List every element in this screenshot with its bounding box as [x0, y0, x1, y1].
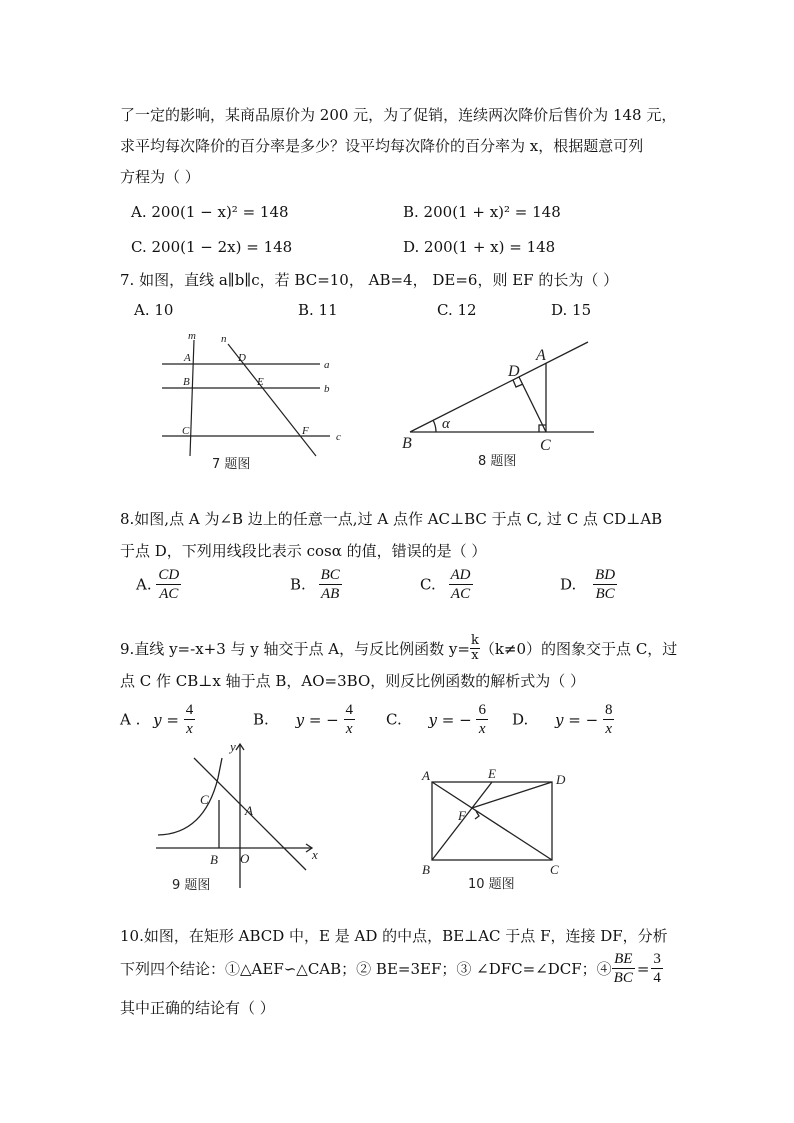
- ray-ba: [410, 342, 588, 432]
- q8-option-a-num: CD: [158, 567, 180, 583]
- q8-option-d-num: BD: [595, 567, 616, 583]
- q8-option-c-num: AD: [450, 567, 471, 583]
- q9-option-b-label: B.: [253, 710, 269, 729]
- q9-option-c-label: C.: [386, 710, 402, 729]
- label-C: C: [550, 862, 559, 877]
- label-B: B: [422, 862, 430, 877]
- hyperbola-branch: [158, 758, 222, 835]
- figure-7-caption: 7 题图: [212, 457, 251, 472]
- q9-inline-fraction: [470, 634, 480, 663]
- label-B: B: [183, 376, 190, 388]
- label-C: C: [182, 425, 190, 437]
- q9-option-c-num: 6: [478, 702, 486, 718]
- q9-option-d: [512, 701, 614, 738]
- q7-option-c: C. 12: [437, 301, 477, 319]
- q9-line-1-pre: 9.直线 y=-x+3 与 y 轴交于点 A，与反比例函数 y=: [120, 640, 470, 658]
- q9-option-d-fraction: [603, 701, 615, 738]
- q6-line-2: 求平均每次降价的百分率是多少？设平均每次降价的百分率为 x，根据题意可列: [120, 137, 644, 155]
- q8-option-d-den: BC: [595, 586, 615, 602]
- label-A: A: [245, 803, 253, 818]
- q9-option-a-den: x: [186, 721, 193, 737]
- q8-option-c: [420, 566, 473, 603]
- q9-option-a-lhs: y =: [153, 710, 179, 729]
- q9-option-d-lhs: y = −: [555, 710, 599, 729]
- label-x: x: [312, 847, 318, 862]
- q9-option-a: [120, 701, 195, 738]
- q9-option-c-lhs: y = −: [428, 710, 472, 729]
- q8-option-c-fraction: [449, 566, 473, 603]
- q10-line-3: 其中正确的结论有（ ）: [120, 999, 275, 1017]
- q8-option-b-fraction: [319, 566, 342, 603]
- figure-8: [398, 336, 598, 474]
- q9-option-a-num: 4: [185, 702, 194, 718]
- q10-line-2-pre: 下列四个结论：①△AEF∽△CAB；② BE=3EF；③ ∠DFC=∠DCF；④: [120, 960, 612, 978]
- segment-df: [472, 782, 552, 808]
- q7-stem: 7. 如图，直线 a∥b∥c，若 BC=10， AB=4， DE=6，则 EF 的长为（ ）: [120, 271, 619, 289]
- q8-option-a-den: AC: [159, 586, 179, 602]
- q9-option-d-num: 8: [604, 702, 613, 718]
- q10-fraction-3-4-num: 3: [653, 951, 661, 967]
- label-F: F: [458, 808, 466, 823]
- q10-fraction-be-bc-den: BC: [613, 970, 633, 986]
- label-m: m: [188, 330, 196, 342]
- figure-10: [418, 764, 578, 896]
- label-F: F: [302, 425, 309, 437]
- q10-fraction-3-4: [651, 950, 663, 987]
- q10-equals: =: [636, 959, 650, 978]
- label-A: A: [536, 347, 546, 364]
- label-A: A: [422, 768, 430, 783]
- q10-line-2: [120, 950, 663, 987]
- q9-option-b: [253, 701, 355, 738]
- q9-option-b-lhs: y = −: [295, 710, 339, 729]
- label-E: E: [257, 376, 264, 388]
- q8-option-c-label: C.: [420, 575, 436, 594]
- label-b: b: [324, 383, 330, 395]
- q9-option-d-den: x: [605, 721, 613, 737]
- label-A: A: [184, 352, 191, 364]
- figure-7: [150, 328, 360, 478]
- q9-option-c-den: x: [478, 721, 486, 737]
- label-B: B: [210, 852, 218, 867]
- q8-option-a-label: A.: [136, 575, 152, 594]
- label-y: y: [230, 739, 236, 754]
- q9-option-a-label: A .: [120, 710, 141, 729]
- label-a: a: [324, 359, 330, 371]
- q8-option-b-label: B.: [290, 575, 306, 594]
- q8-option-d-label: D.: [560, 575, 577, 594]
- q10-fraction-3-4-den: 4: [653, 970, 661, 986]
- label-alpha: α: [442, 416, 450, 432]
- label-E: E: [488, 766, 496, 781]
- diagonal-ac: [432, 782, 552, 860]
- figure-9-caption: 9 题图: [172, 878, 211, 893]
- q6-option-c: C. 200(1 − 2x) = 148: [131, 238, 293, 256]
- q9-line-2: 点 C 作 CB⊥x 轴于点 B，AO=3BO，则反比例函数的解析式为（ ）: [120, 672, 586, 690]
- label-B: B: [402, 435, 412, 452]
- q9-option-b-fraction: [344, 701, 356, 738]
- q10-fraction-be-bc: [612, 950, 635, 987]
- q6-option-d: D. 200(1 + x) = 148: [403, 238, 556, 256]
- q9-line-1: [120, 634, 677, 663]
- q6-option-b: B. 200(1 + x)² = 148: [403, 203, 561, 221]
- q9-option-c: [386, 701, 488, 738]
- q9-option-a-fraction: [184, 701, 196, 738]
- label-O: O: [240, 851, 250, 866]
- q8-option-b-den: AB: [321, 586, 340, 602]
- q8-option-d: [560, 566, 617, 603]
- q8-option-a: [136, 566, 181, 603]
- segment-cd: [519, 377, 546, 432]
- q9-inline-fraction-num: k: [470, 633, 479, 648]
- figure-9: [152, 738, 332, 894]
- label-C: C: [200, 792, 209, 807]
- q10-fraction-be-bc-num: BE: [612, 950, 635, 969]
- q7-option-a: A. 10: [134, 301, 174, 319]
- figure-10-caption: 10 题图: [468, 877, 515, 892]
- q6-line-3: 方程为（ ）: [120, 168, 200, 186]
- q9-option-d-label: D.: [512, 710, 529, 729]
- q8-option-d-fraction: [593, 566, 617, 603]
- q9-inline-fraction-den: x: [471, 648, 479, 663]
- label-n: n: [221, 333, 227, 345]
- q9-option-b-den: x: [345, 721, 353, 737]
- figure-8-caption: 8 题图: [478, 454, 517, 469]
- angle-arc-alpha: [433, 420, 436, 432]
- q8-line-2: 于点 D，下列用线段比表示 cosα 的值，错误的是（ ）: [120, 542, 487, 560]
- q8-option-b: [290, 566, 342, 603]
- label-c: c: [336, 431, 341, 443]
- q10-line-1: 10.如图，在矩形 ABCD 中，E 是 AD 的中点，BE⊥AC 于点 F，连接 DF，分析: [120, 927, 668, 945]
- label-D: D: [238, 352, 246, 364]
- q8-option-b-num: BC: [320, 567, 340, 583]
- q9-line-1-post: （k≠0）的图象交于点 C，过: [479, 640, 678, 658]
- label-D: D: [556, 772, 566, 787]
- label-C: C: [540, 437, 551, 454]
- q6-line-1: 了一定的影响，某商品原价为 200 元，为了促销，连续两次降价后售价为 148 元，: [120, 106, 677, 124]
- q8-option-c-den: AC: [450, 586, 471, 602]
- q7-option-d: D. 15: [551, 301, 592, 319]
- q9-option-c-fraction: [476, 701, 488, 738]
- q6-option-a: A. 200(1 − x)² = 148: [131, 203, 289, 221]
- q7-option-b: B. 11: [298, 301, 338, 319]
- label-D: D: [508, 363, 520, 380]
- q8-line-1: 8.如图,点 A 为∠B 边上的任意一点,过 A 点作 AC⊥BC 于点 C, 过 C 点 CD⊥AB: [120, 510, 663, 528]
- q9-option-b-num: 4: [345, 702, 354, 718]
- q8-option-a-fraction: [156, 566, 181, 603]
